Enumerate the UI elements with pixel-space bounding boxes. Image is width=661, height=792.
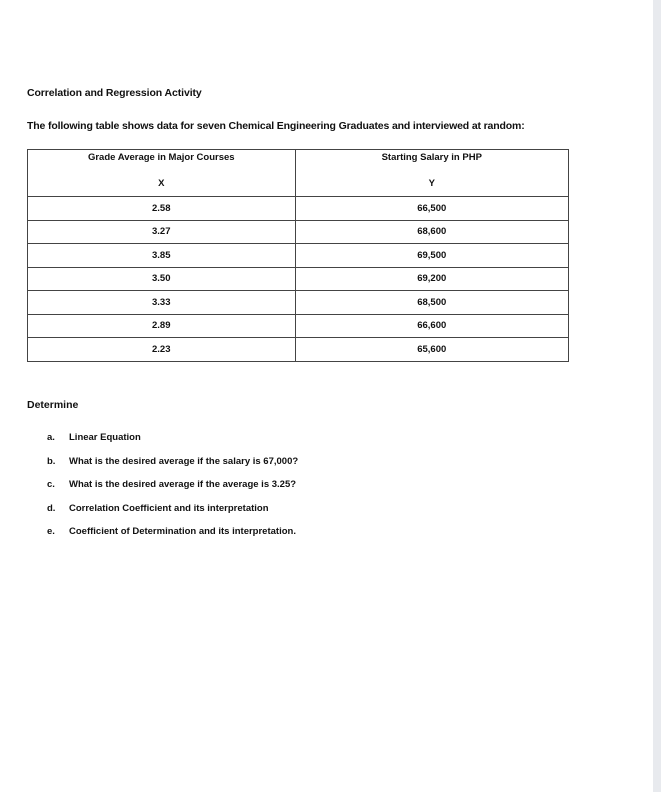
- table-row: [28, 244, 569, 268]
- cell-x: 3.85: [28, 244, 296, 268]
- intro-text: The following table shows data for seven Chemical Engineering Graduates and interviewed at random:: [27, 120, 525, 132]
- question-text: What is the desired average if the salary is 67,000?: [69, 455, 299, 467]
- table-symbol-row: [28, 170, 569, 197]
- cell-y: 66,600: [295, 314, 568, 338]
- question-text: Coefficient of Determination and its interpretation.: [69, 526, 296, 538]
- cell-x: 2.58: [28, 197, 296, 221]
- symbol-cell-x: X: [28, 170, 296, 197]
- header-cell-y: Starting Salary in PHP: [295, 150, 568, 171]
- question-marker: b.: [47, 455, 56, 467]
- question-item: [47, 452, 298, 476]
- question-list: [47, 428, 298, 546]
- table-row: [28, 197, 569, 221]
- cell-x: 3.50: [28, 267, 296, 291]
- cell-x: 2.89: [28, 314, 296, 338]
- question-item: [47, 499, 298, 523]
- determine-heading: Determine: [27, 399, 79, 411]
- scrollbar-track: [653, 0, 661, 792]
- cell-y: 66,500: [295, 197, 568, 221]
- question-text: Correlation Coefficient and its interpretation: [69, 502, 269, 514]
- table-header-row: [28, 150, 569, 171]
- table-row: [28, 220, 569, 244]
- cell-x: 3.33: [28, 291, 296, 315]
- table-row: [28, 267, 569, 291]
- question-item: [47, 475, 298, 499]
- cell-x: 3.27: [28, 220, 296, 244]
- document-title: Correlation and Regression Activity: [27, 87, 202, 99]
- cell-x: 2.23: [28, 338, 296, 362]
- question-marker: d.: [47, 502, 56, 514]
- table-row: [28, 291, 569, 315]
- question-text: Linear Equation: [69, 432, 141, 443]
- cell-y: 68,500: [295, 291, 568, 315]
- symbol-cell-y: Y: [295, 170, 568, 197]
- question-marker: c.: [47, 479, 55, 491]
- cell-y: 65,600: [295, 338, 568, 362]
- table-row: [28, 314, 569, 338]
- question-marker: e.: [47, 526, 55, 538]
- table-row: [28, 338, 569, 362]
- header-cell-x: Grade Average in Major Courses: [28, 150, 296, 171]
- cell-y: 69,200: [295, 267, 568, 291]
- cell-y: 69,500: [295, 244, 568, 268]
- question-text: What is the desired average if the average is 3.25?: [69, 479, 297, 491]
- data-table: [27, 149, 569, 362]
- question-item: [47, 428, 298, 452]
- cell-y: 68,600: [295, 220, 568, 244]
- question-marker: a.: [47, 432, 55, 443]
- question-item: [47, 522, 298, 546]
